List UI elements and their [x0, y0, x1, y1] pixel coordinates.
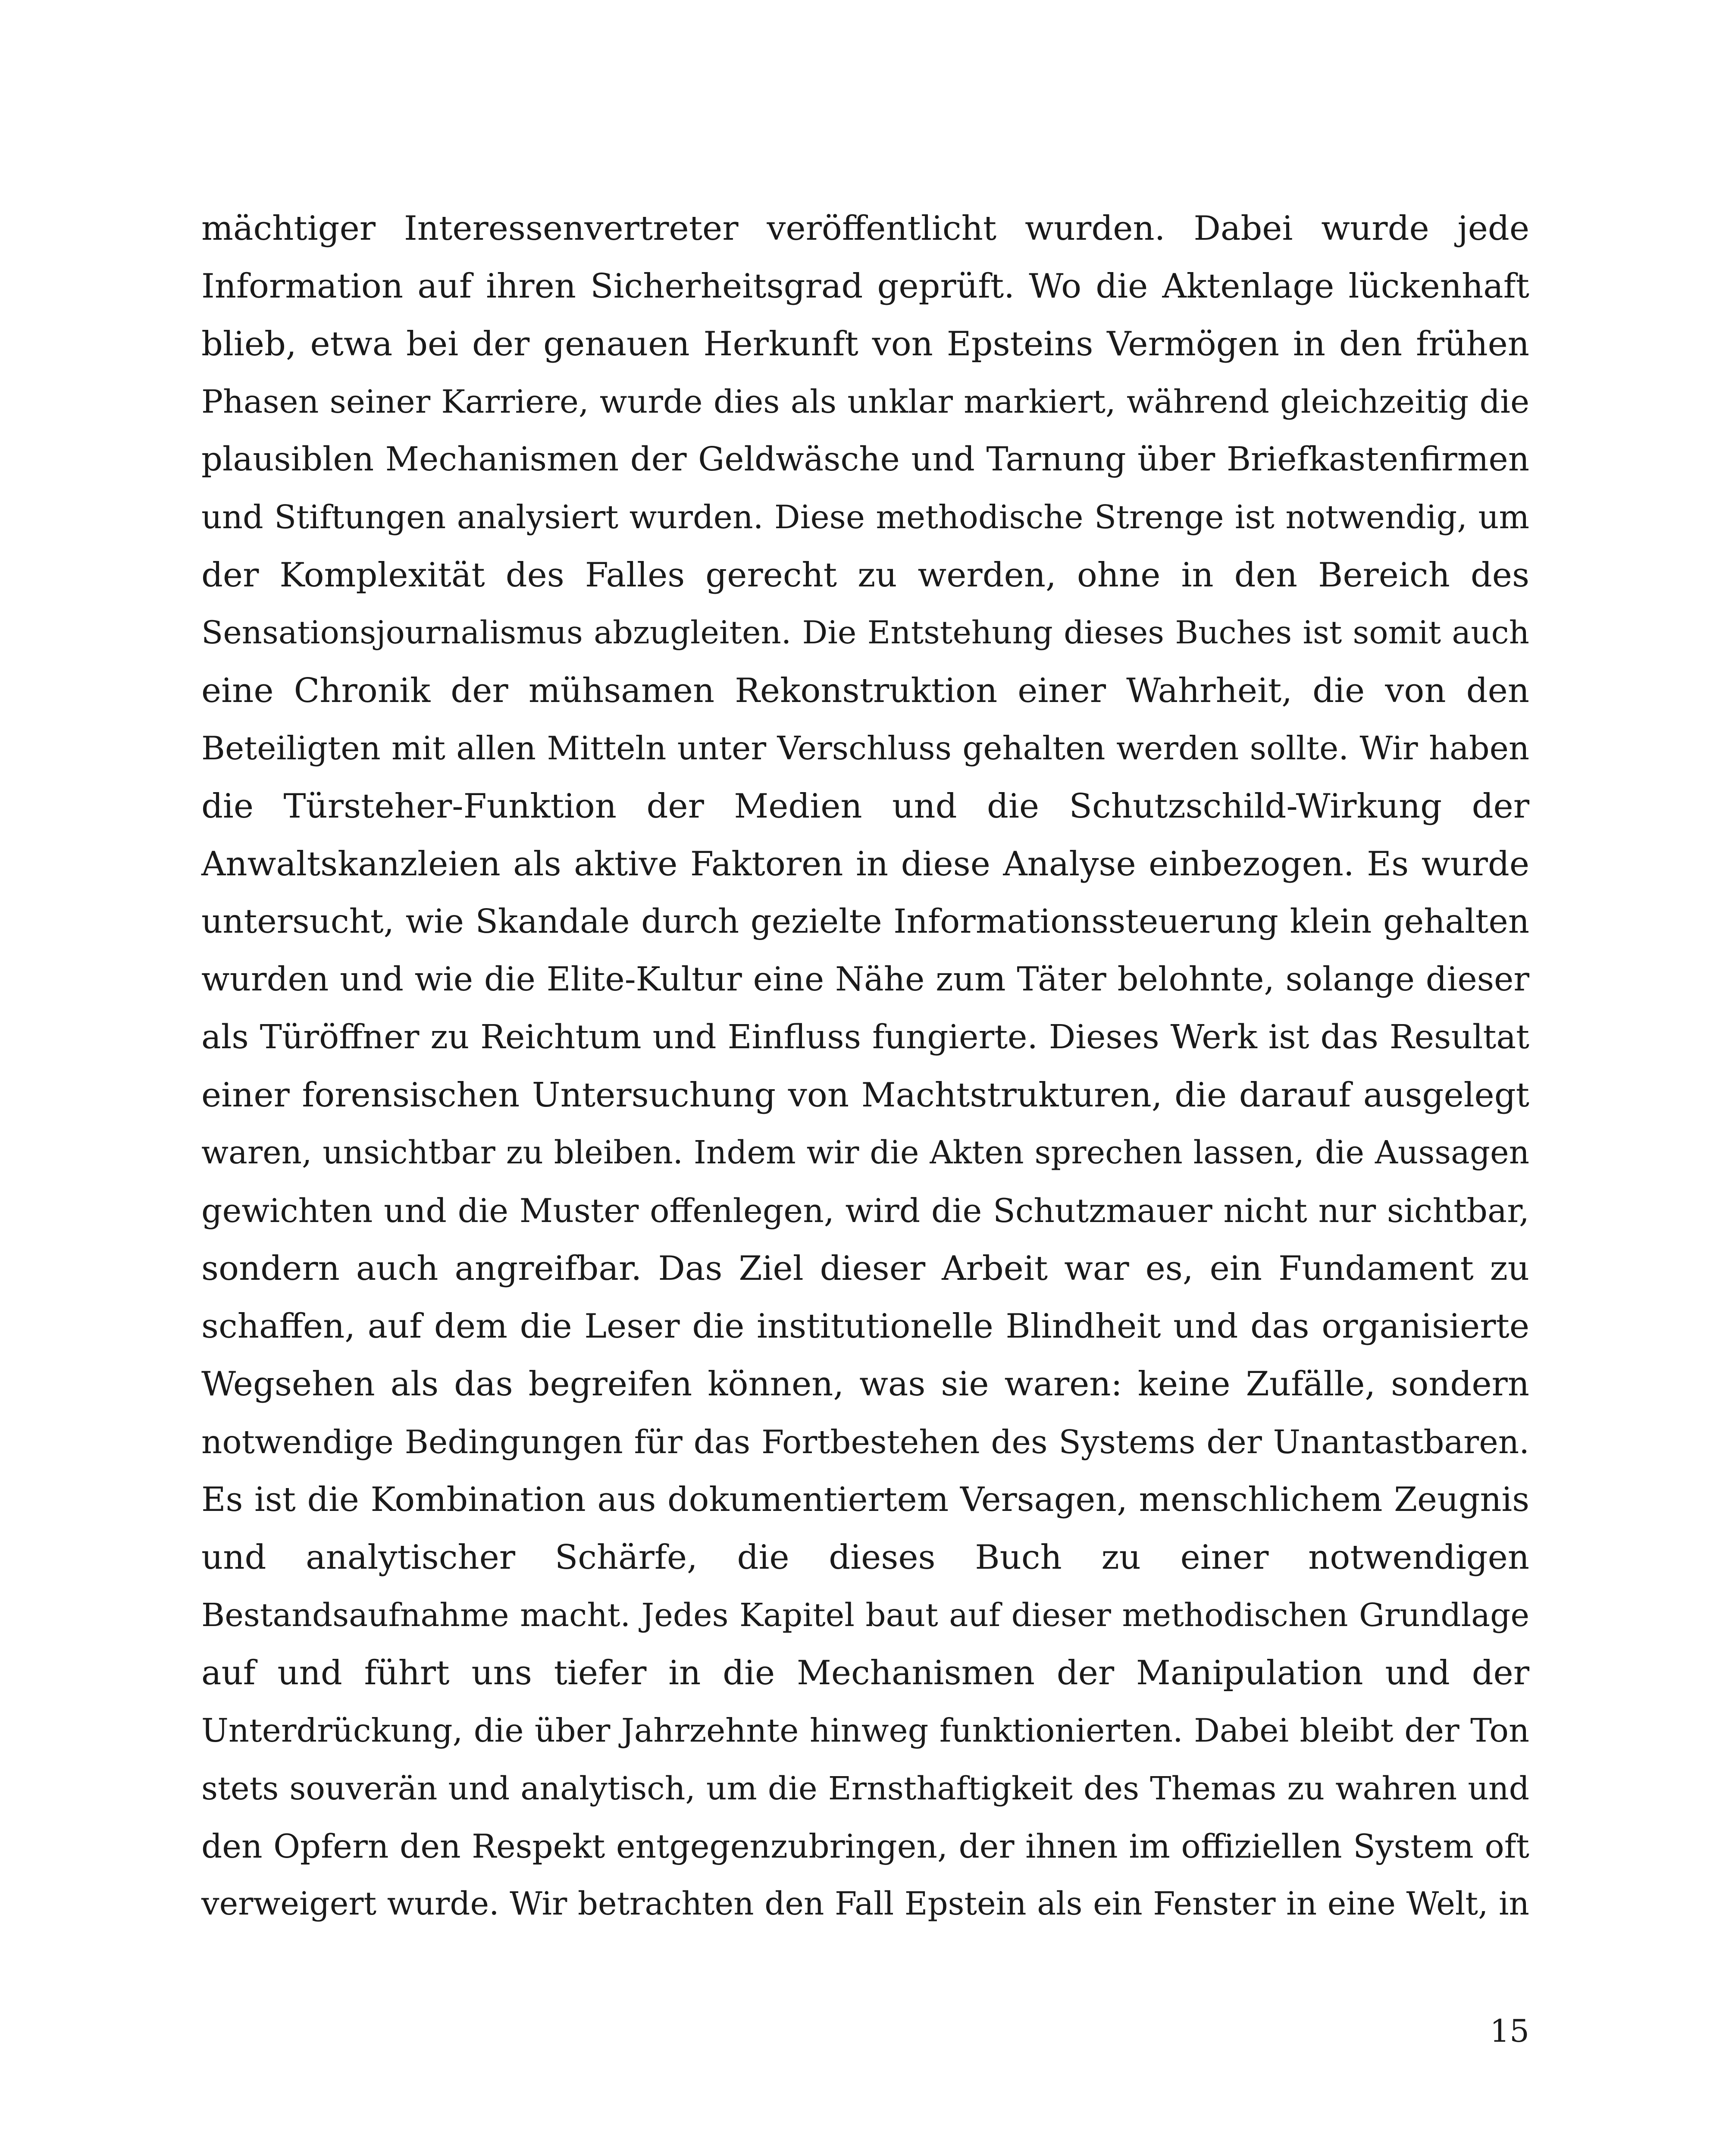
text-line: und analytischer Schärfe, die dieses Buch zu einer notwendigen	[201, 1538, 1529, 1577]
text-line: Bestandsaufnahme macht. Jedes Kapitel baut auf dieser methodischen Grundlage	[201, 1597, 1529, 1634]
text-line: als Türöffner zu Reichtum und Einfluss fungierte. Dieses Werk ist das Resultat	[201, 1018, 1529, 1056]
text-line: die Türsteher-Funktion der Medien und die Schutzschild-Wirkung der	[201, 787, 1529, 826]
text-line: untersucht, wie Skandale durch gezielte Informationssteuerung klein gehalten	[201, 903, 1529, 941]
text-line: blieb, etwa bei der genauen Herkunft von Epsteins Vermögen in den frühen	[201, 325, 1529, 364]
text-line: sondern auch angreifbar. Das Ziel dieser Arbeit war es, ein Fundament zu	[201, 1249, 1529, 1288]
text-line: verweigert wurde. Wir betrachten den Fall Epstein als ein Fenster in eine Welt, in	[201, 1886, 1529, 1922]
body-text	[201, 200, 1529, 1933]
text-line: der Komplexität des Falles gerecht zu werden, ohne in den Bereich des	[201, 556, 1529, 595]
text-line: Information auf ihren Sicherheitsgrad geprüft. Wo die Aktenlage lückenhaft	[201, 267, 1529, 306]
text-line: plausiblen Mechanismen der Geldwäsche und Tarnung über Briefkastenfirmen	[201, 440, 1529, 479]
text-line: wurden und wie die Elite-Kultur eine Nähe zum Täter belohnte, solange dieser	[201, 960, 1529, 999]
text-line: auf und führt uns tiefer in die Mechanismen der Manipulation und der	[201, 1654, 1529, 1692]
text-line: Beteiligten mit allen Mitteln unter Verschluss gehalten werden sollte. Wir haben	[201, 730, 1529, 767]
text-line: Anwaltskanzleien als aktive Faktoren in diese Analyse einbezogen. Es wurde	[201, 845, 1529, 884]
page-number: 15	[1490, 2013, 1529, 2049]
text-line: Wegsehen als das begreifen können, was sie waren: keine Zufälle, sondern	[201, 1365, 1529, 1404]
text-line: eine Chronik der mühsamen Rekonstruktion einer Wahrheit, die von den	[201, 671, 1529, 710]
text-line: stets souverän und analytisch, um die Ernsthaftigkeit des Themas zu wahren und	[201, 1770, 1529, 1807]
text-line: Unterdrückung, die über Jahrzehnte hinweg funktionierten. Dabei bleibt der Ton	[201, 1712, 1529, 1749]
text-line: einer forensischen Untersuchung von Machtstrukturen, die darauf ausgelegt	[201, 1076, 1529, 1115]
text-line: schaffen, auf dem die Leser die institutionelle Blindheit und das organisierte	[201, 1307, 1529, 1346]
text-line: den Opfern den Respekt entgegenzubringen, der ihnen im offiziellen System oft	[201, 1827, 1529, 1865]
text-line: waren, unsichtbar zu bleiben. Indem wir die Akten sprechen lassen, die Aussagen	[201, 1134, 1529, 1171]
text-line: Es ist die Kombination aus dokumentiertem Versagen, menschlichem Zeugnis	[201, 1480, 1529, 1519]
text-line: notwendige Bedingungen für das Fortbestehen des Systems der Unantastbaren.	[201, 1423, 1529, 1461]
text-line: und Stiftungen analysiert wurden. Diese methodische Strenge ist notwendig, um	[201, 498, 1529, 536]
text-line: Phasen seiner Karriere, wurde dies als unklar markiert, während gleichzeitig die	[201, 383, 1529, 420]
text-line: mächtiger Interessenvertreter veröffentlicht wurden. Dabei wurde jede	[201, 209, 1529, 248]
text-line: gewichten und die Muster offenlegen, wird die Schutzmauer nicht nur sichtbar,	[201, 1192, 1529, 1230]
text-line: Sensationsjournalismus abzugleiten. Die Entstehung dieses Buches ist somit auch	[201, 614, 1529, 651]
